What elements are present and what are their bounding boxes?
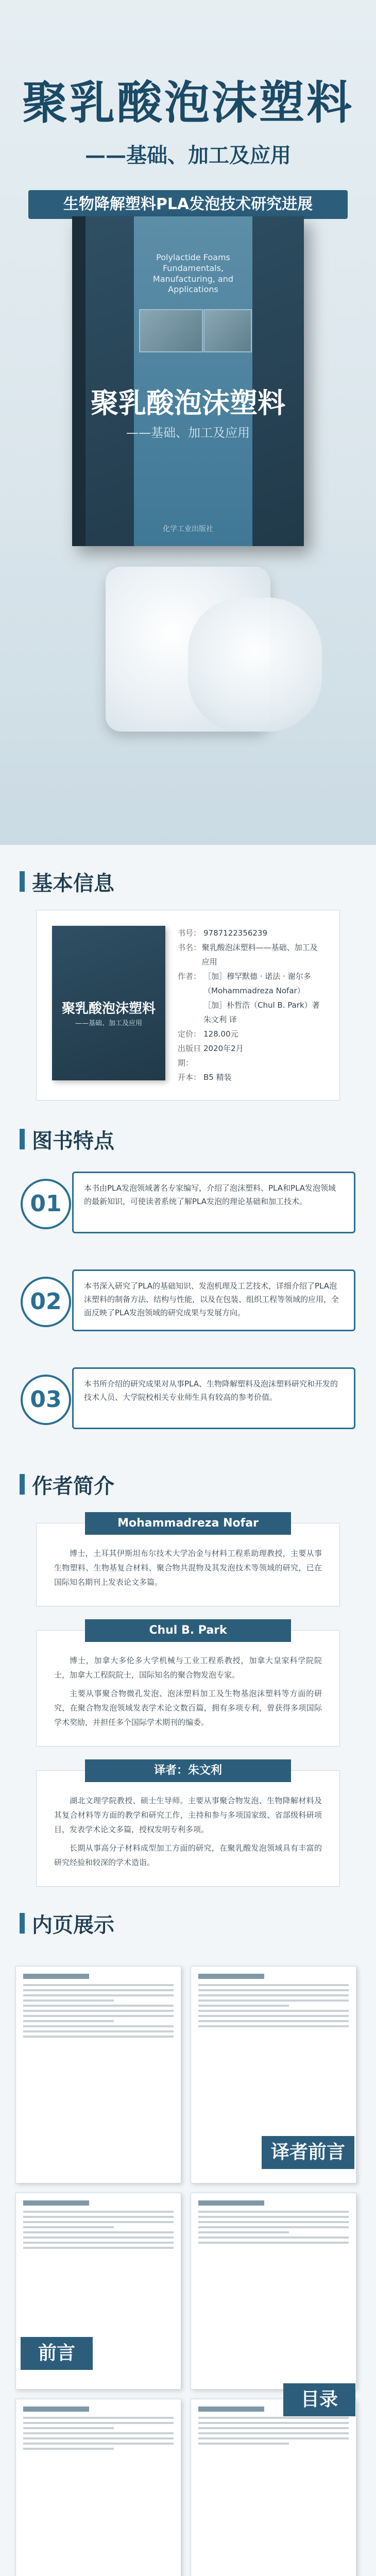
cover-photo: [203, 309, 252, 352]
info-book-cover: [52, 926, 165, 1080]
section-title: 内页展示: [32, 1913, 114, 1937]
feature-item: [15, 1363, 361, 1451]
info-cover-subtitle: ——基础、加工及应用: [75, 1020, 142, 1027]
section-header-authors: [0, 1466, 376, 1502]
feature-item: [15, 1265, 361, 1353]
info-row: [178, 1027, 324, 1041]
info-key: 书名：: [178, 943, 201, 952]
section-header-features: [0, 1121, 376, 1157]
section-title: 作者简介: [32, 1474, 114, 1498]
translator-preface-tag: 译者前言: [262, 2136, 354, 2169]
translator-card: [36, 1764, 340, 1887]
author-name: Chul B. Park: [85, 1619, 291, 1642]
feature-item: [15, 1167, 361, 1255]
info-key: [178, 984, 203, 998]
info-row: [178, 998, 324, 1012]
section-header-contents: [0, 1905, 376, 1941]
info-value: 聚乳酸泡沫塑料——基础、加工及应用: [201, 943, 318, 967]
author-card: [36, 1517, 340, 1606]
author-bio: 博士，土耳其伊斯坦布尔技术大学冶金与材料工程系助理教授，主要从事生物塑料、生物基复合材料、聚合物共混物及其发泡技术等领域的研究，已在国际知名期刊上发表论文多篇。: [54, 1549, 322, 1587]
page-thumbnail: [191, 2399, 356, 2576]
translator-name: 译者：朱文利: [85, 1759, 291, 1782]
section-title: 基本信息: [32, 871, 114, 895]
feature-text: 本书所介绍的研究成果对从事PLA、生物降解塑料及泡沫塑料研究和开发的技术人员、大学院校相关专业师生具有较高的参考价值。: [72, 1367, 355, 1429]
feature-number: 01: [21, 1179, 71, 1229]
info-key: 书号：: [178, 928, 201, 938]
info-value: ［加］穆罕默德 · 诺法 · 谢尔多: [203, 972, 311, 981]
info-row: [178, 1070, 324, 1084]
section-marker: [20, 1129, 25, 1149]
basic-info-card: [36, 910, 340, 1100]
author-card: [36, 1624, 340, 1747]
hero-subtitle: ——基础、加工及应用: [85, 143, 291, 167]
feature-number: 03: [21, 1375, 71, 1425]
info-value: 9787122356239: [203, 928, 268, 938]
author-bio: 主要从事聚合物微孔发泡、泡沫塑料加工及生物基泡沫塑料等方面的研究，在聚合物发泡领域发表学术论文数百篇，拥有多项专利，曾获得多项国际学术奖励，并担任多个国际学术期刊的编委。: [54, 1689, 322, 1727]
info-value: （Mohammadreza Nofar）: [203, 986, 305, 995]
info-value: ［加］朴哲浩（Chul B. Park）著: [203, 1001, 320, 1010]
translator-bio: 长期从事高分子材料成型加工方面的研究，在聚乳酸发泡领域具有丰富的研究经验和较深的学术造诣。: [54, 1843, 322, 1867]
book-cover-title: 聚乳酸泡沫塑料: [91, 386, 285, 419]
page-thumbnail: [15, 2399, 181, 2576]
info-cover-title: 聚乳酸泡沫塑料: [61, 1001, 156, 1016]
info-key: 开本：: [178, 1073, 201, 1082]
toc-tag: 目录: [283, 2383, 355, 2416]
page-thumbnail: [191, 2193, 356, 2389]
info-row: [178, 926, 324, 940]
section-marker: [20, 1474, 25, 1495]
info-row: [178, 984, 324, 998]
info-row: [178, 1041, 324, 1070]
section-marker: [20, 1913, 25, 1934]
preface-tag: 前言: [21, 2337, 93, 2370]
info-key: 出版日期：: [178, 1044, 201, 1067]
info-value: 128.00元: [203, 1029, 238, 1039]
feature-text: 本书深入研究了PLA的基础知识、发泡机理及工艺技术，详细介绍了PLA泡沫塑料的制备方法、结构与性能，以及在包装、组织工程等领域的应用，全面反映了PLA发泡领域的研究成果与发展方向。: [72, 1269, 355, 1331]
info-value: B5 精装: [203, 1073, 232, 1082]
info-key: [178, 998, 203, 1012]
book-cover-subtitle: ——基础、加工及应用: [126, 426, 250, 440]
section-header-basic-info: [0, 863, 376, 900]
info-row: [178, 940, 324, 969]
inner-pages-showcase: [0, 1956, 376, 2576]
info-row: [178, 1012, 324, 1027]
hero-book-visual: [44, 216, 332, 752]
foam-sample-image: [188, 598, 322, 732]
section-marker: [20, 871, 25, 892]
book-cover: [72, 216, 304, 546]
translator-bio: 湖北文理学院教授、硕士生导师。主要从事聚合物发泡、生物降解材料及其复合材料等方面的教学和研究工作，主持和参与多项国家级、省部级科研项目，发表学术论文多篇，授权发明专利多项。: [54, 1796, 322, 1834]
info-list: [178, 926, 324, 1084]
info-key: 作者：: [178, 972, 201, 981]
cover-photo: [139, 309, 203, 352]
hero-tagline: 生物降解塑料PLA发泡技术研究进展: [28, 190, 348, 219]
page-thumbnail: [15, 1966, 181, 2183]
section-title: 图书特点: [32, 1129, 114, 1153]
info-value: 2020年2月: [203, 1044, 244, 1053]
info-key: 定价：: [178, 1029, 201, 1039]
publisher-name: 化学工业出版社: [163, 525, 213, 533]
feature-number: 02: [21, 1277, 71, 1327]
book-english-title: Polylactide Foams Fundamentals, Manufacturing, and Applications: [152, 252, 234, 295]
info-row: [178, 969, 324, 984]
hero-title: 聚乳酸泡沫塑料: [22, 76, 354, 129]
info-value: 朱文利 译: [203, 1015, 237, 1024]
author-bio: 博士，加拿大多伦多大学机械与工业工程系教授，加拿大皇家科学院院士，加拿大工程院院士，国际知名的聚合物发泡专家。: [54, 1656, 322, 1680]
info-key: [178, 1012, 203, 1027]
hero-banner: [0, 0, 376, 845]
author-name: Mohammadreza Nofar: [85, 1512, 291, 1535]
feature-text: 本书由PLA发泡领域著名专家编写，介绍了泡沫塑料、PLA和PLA发泡领域的最新知识，可使读者系统了解PLA发泡的理论基础和加工技术。: [72, 1172, 355, 1233]
